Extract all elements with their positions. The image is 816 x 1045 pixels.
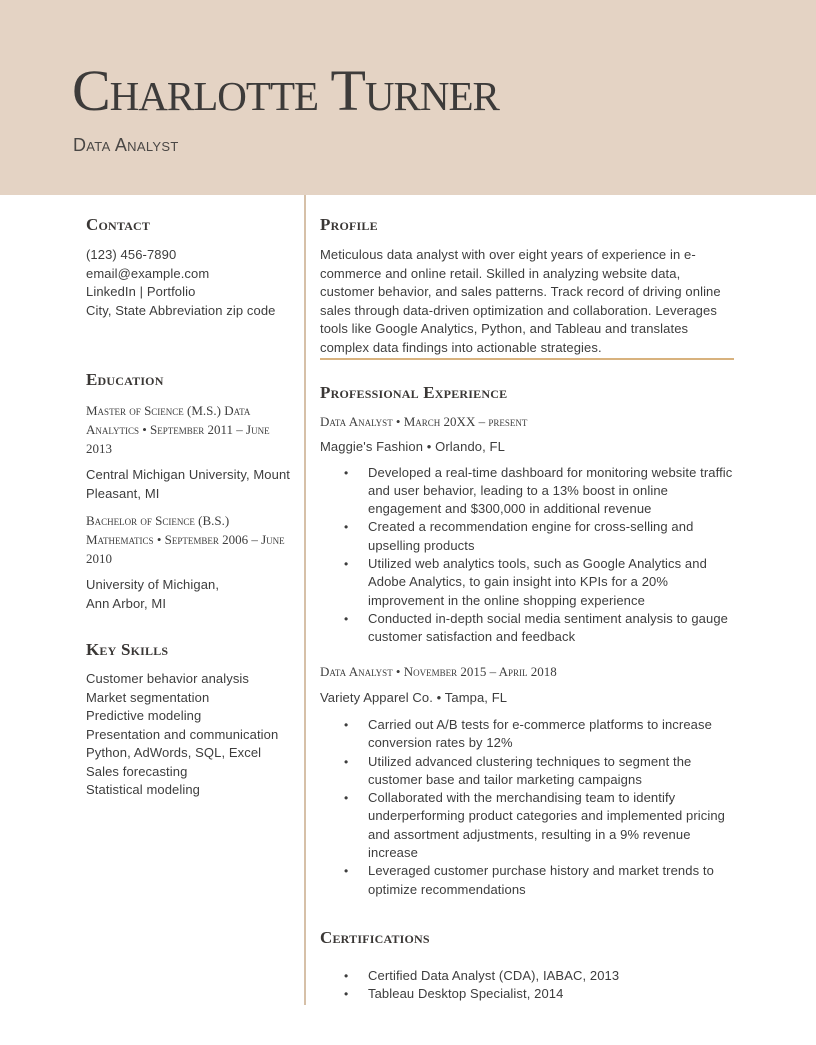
skill-item: Python, AdWords, SQL, Excel — [86, 745, 262, 760]
skill-item: Statistical modeling — [86, 782, 200, 797]
skill-item: Sales forecasting — [86, 763, 188, 779]
certifications-list — [320, 967, 734, 1004]
job-title: Data Analyst — [73, 135, 179, 155]
school-line: Pleasant, MI — [86, 485, 160, 501]
list-item: • Tableau Desktop Specialist, 2014 — [320, 985, 734, 1003]
list-item: • Developed a real-time dashboard for monitoring website traffic and user behavior, leading to a 13% boost in online engagement and $300,000 in additional revenue — [320, 464, 734, 519]
degree-line: Analytics • September 2011 – June — [86, 422, 270, 437]
profile-heading: Profile — [320, 215, 378, 234]
skill-item: Presentation and communication — [86, 726, 279, 742]
contact-email: email@example.com — [86, 265, 210, 281]
education-heading: Education — [86, 370, 164, 389]
list-item: • Collaborated with the merchandising team to identify underperforming product categories and implemented pricing and assortment adjustments, resulting in a 9% revenue increase — [320, 789, 734, 862]
skills-list — [86, 670, 302, 800]
education-entry — [86, 511, 302, 613]
contact-heading: Contact — [86, 215, 151, 234]
degree-line: Master of Science (M.S.) Data — [86, 403, 251, 418]
job-entry — [320, 662, 734, 898]
school-line: Ann Arbor, MI — [86, 595, 167, 611]
school-line: Central Michigan University, Mount — [86, 467, 291, 482]
degree-line: Bachelor of Science (B.S.) — [86, 513, 230, 528]
job-role-dates: Data Analyst • November 2015 – April 2018 — [320, 664, 557, 680]
list-item: • Carried out A/B tests for e-commerce platforms to increase conversion rates by 12% — [320, 716, 734, 753]
job-entry — [320, 412, 734, 646]
job-role-dates: Data Analyst • March 20XX – present — [320, 414, 528, 429]
degree-line: 2013 — [86, 441, 112, 456]
job-bullets — [320, 716, 734, 899]
column-divider — [304, 195, 306, 1005]
job-bullets — [320, 464, 734, 647]
left-column — [86, 214, 302, 800]
contact-block — [86, 246, 302, 320]
contact-phone: (123) 456-7890 — [86, 247, 177, 262]
list-item: • Conducted in-depth social media sentiment analysis to gauge customer satisfaction and feedback — [320, 610, 734, 647]
contact-links: LinkedIn | Portfolio — [86, 284, 196, 299]
certifications-heading: Certifications — [320, 927, 430, 947]
skill-item: Market segmentation — [86, 689, 210, 705]
job-company: Maggie's Fashion • Orlando, FL — [320, 439, 505, 454]
profile-text: Meticulous data analyst with over eight years of experience in e-commerce and online retail. Skilled in analyzing website data, customer behavior, and sales patterns. Track record of driving online sales through data-driven optimization and collaboration. Leverages tools like Google Analytics, Python, and Tableau and translates complex data findings into actionable strategies. — [320, 247, 721, 355]
job-company: Variety Apparel Co. • Tampa, FL — [320, 690, 508, 706]
degree-line: Mathematics • September 2006 – June — [86, 532, 285, 547]
list-item: • Certified Data Analyst (CDA), IABAC, 2013 — [320, 967, 734, 985]
profile-divider — [320, 358, 734, 360]
list-item: • Utilized web analytics tools, such as Google Analytics and Adobe Analytics, to gain insight into KPIs for a 20% improvement in the online shopping experience — [320, 555, 734, 610]
header-band — [0, 0, 816, 195]
skill-item: Customer behavior analysis — [86, 671, 250, 686]
contact-address: City, State Abbreviation zip code — [86, 302, 276, 318]
degree-line: 2010 — [86, 551, 112, 566]
list-item: • Leveraged customer purchase history and market trends to optimize recommendations — [320, 862, 734, 899]
experience-heading: Professional Experience — [320, 383, 508, 402]
school-line: University of Michigan, — [86, 577, 220, 592]
education-entry — [86, 401, 302, 503]
skills-heading: Key Skills — [86, 640, 169, 659]
list-item: • Created a recommendation engine for cross-selling and upselling products — [320, 518, 734, 555]
candidate-name: Charlotte Turner — [72, 58, 499, 123]
right-column — [320, 214, 734, 1004]
skill-item: Predictive modeling — [86, 708, 202, 723]
list-item: • Utilized advanced clustering techniques to segment the customer base and tailor marketing campaigns — [320, 753, 734, 790]
